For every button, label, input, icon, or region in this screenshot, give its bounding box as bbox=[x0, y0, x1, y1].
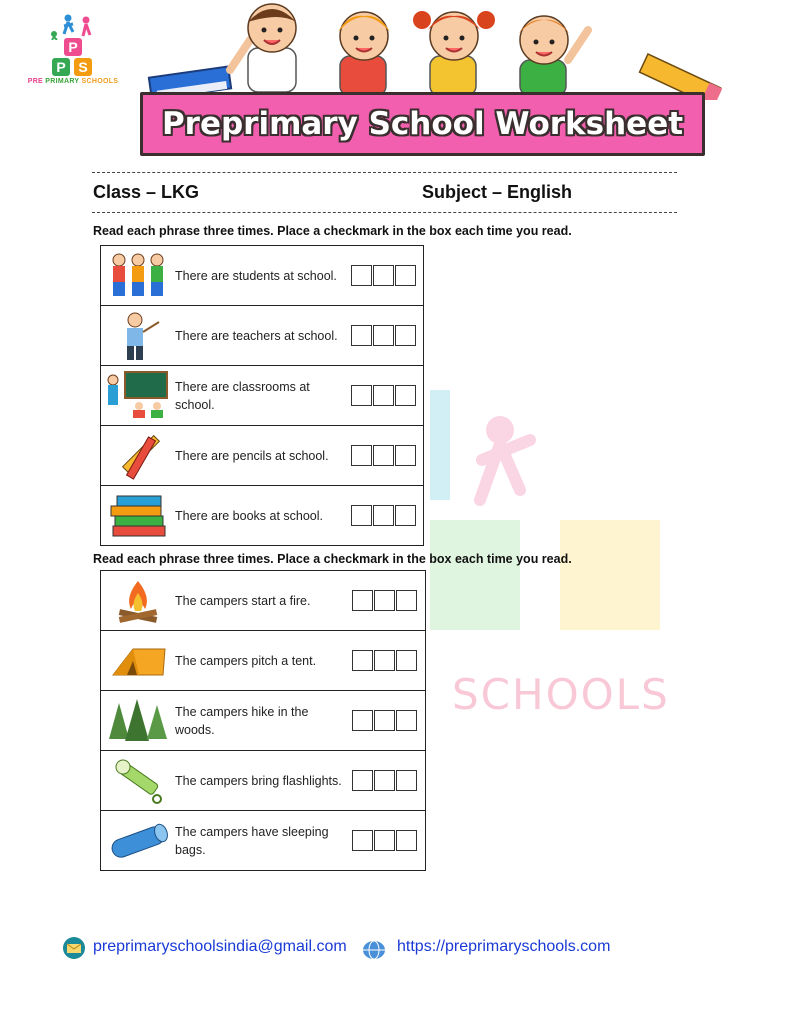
read-checkbox[interactable] bbox=[351, 385, 372, 406]
phrase-text: There are classrooms at school. bbox=[175, 380, 310, 412]
checkbox-group bbox=[352, 830, 418, 851]
read-checkbox[interactable] bbox=[351, 445, 372, 466]
table-row bbox=[101, 811, 425, 871]
tent-icon bbox=[105, 635, 171, 687]
checkbox-group bbox=[352, 650, 418, 671]
reading-table-school bbox=[100, 245, 424, 546]
table-row bbox=[101, 426, 423, 486]
read-checkbox[interactable] bbox=[395, 325, 416, 346]
table-row bbox=[101, 691, 425, 751]
divider-top bbox=[92, 172, 677, 173]
read-checkbox[interactable] bbox=[352, 770, 373, 791]
reading-table-campers bbox=[100, 570, 426, 871]
read-checkbox[interactable] bbox=[395, 265, 416, 286]
read-checkbox[interactable] bbox=[373, 325, 394, 346]
table-row bbox=[101, 751, 425, 811]
website-link[interactable]: https://preprimaryschools.com bbox=[397, 938, 611, 955]
banner-title: Preprimary School Worksheet bbox=[161, 106, 684, 142]
logo-letter-s: S bbox=[74, 58, 92, 76]
phrase-text: The campers bring flashlights. bbox=[175, 774, 342, 788]
subject-label: Subject – English bbox=[422, 182, 573, 202]
checkbox-group bbox=[351, 265, 417, 286]
checkbox-group bbox=[351, 325, 417, 346]
read-checkbox[interactable] bbox=[352, 830, 373, 851]
campfire-icon bbox=[105, 575, 171, 627]
pencils-icon bbox=[105, 430, 171, 482]
logo-kids-icon bbox=[46, 12, 106, 40]
instructions-school: Read each phrase three times. Place a checkmark in the box each time you read. bbox=[93, 224, 572, 238]
read-checkbox[interactable] bbox=[374, 770, 395, 791]
read-checkbox[interactable] bbox=[396, 710, 417, 731]
read-checkbox[interactable] bbox=[374, 650, 395, 671]
books-icon bbox=[105, 490, 171, 542]
phrase-text: There are pencils at school. bbox=[175, 449, 329, 463]
flashlight-icon bbox=[105, 755, 171, 807]
phrase-text: The campers have sleeping bags. bbox=[175, 825, 329, 857]
classroom-icon bbox=[105, 370, 171, 422]
checkbox-group bbox=[352, 770, 418, 791]
students-icon bbox=[105, 250, 171, 302]
logo-text: PRE PRIMARY SCHOOLS bbox=[27, 78, 119, 85]
watermark-logo-icon bbox=[420, 380, 720, 680]
table-row bbox=[101, 486, 423, 546]
school-logo bbox=[18, 12, 128, 92]
read-checkbox[interactable] bbox=[396, 770, 417, 791]
globe-icon bbox=[362, 940, 386, 960]
email-link[interactable]: preprimaryschoolsindia@gmail.com bbox=[93, 938, 347, 955]
table-row bbox=[101, 246, 423, 306]
logo-letter-p2: P bbox=[52, 58, 70, 76]
checkbox-group bbox=[351, 505, 417, 526]
checkbox-group bbox=[351, 445, 417, 466]
checkbox-group bbox=[351, 385, 417, 406]
phrase-text: The campers pitch a tent. bbox=[175, 654, 317, 668]
sleeping-bag-icon bbox=[105, 815, 171, 867]
read-checkbox[interactable] bbox=[395, 505, 416, 526]
table-row bbox=[101, 306, 423, 366]
phrase-text: The campers hike in the woods. bbox=[175, 705, 309, 737]
checkbox-group bbox=[352, 590, 418, 611]
read-checkbox[interactable] bbox=[351, 265, 372, 286]
phrase-text: There are teachers at school. bbox=[175, 329, 338, 343]
read-checkbox[interactable] bbox=[396, 650, 417, 671]
watermark-text: SCHOOLS bbox=[452, 670, 670, 719]
phrase-text: The campers start a fire. bbox=[175, 594, 311, 608]
class-label: Class – LKG bbox=[93, 182, 200, 202]
read-checkbox[interactable] bbox=[395, 445, 416, 466]
read-checkbox[interactable] bbox=[351, 505, 372, 526]
phrase-text: There are books at school. bbox=[175, 509, 323, 523]
teacher-icon bbox=[105, 310, 171, 362]
read-checkbox[interactable] bbox=[374, 590, 395, 611]
read-checkbox[interactable] bbox=[373, 265, 394, 286]
read-checkbox[interactable] bbox=[374, 830, 395, 851]
logo-letter-p1: P bbox=[64, 38, 82, 56]
instructions-campers: Read each phrase three times. Place a checkmark in the box each time you read. bbox=[93, 552, 572, 566]
read-checkbox[interactable] bbox=[396, 590, 417, 611]
divider-bottom bbox=[92, 212, 677, 213]
banner-kids-illustration bbox=[140, 0, 730, 100]
read-checkbox[interactable] bbox=[373, 385, 394, 406]
worksheet-banner bbox=[140, 0, 730, 160]
read-checkbox[interactable] bbox=[352, 710, 373, 731]
table-row bbox=[101, 571, 425, 631]
email-icon bbox=[62, 936, 86, 960]
read-checkbox[interactable] bbox=[351, 325, 372, 346]
table-row bbox=[101, 366, 423, 426]
phrase-text: There are students at school. bbox=[175, 269, 337, 283]
read-checkbox[interactable] bbox=[395, 385, 416, 406]
checkbox-group bbox=[352, 710, 418, 731]
read-checkbox[interactable] bbox=[352, 650, 373, 671]
read-checkbox[interactable] bbox=[352, 590, 373, 611]
read-checkbox[interactable] bbox=[396, 830, 417, 851]
read-checkbox[interactable] bbox=[374, 710, 395, 731]
trees-icon bbox=[105, 695, 171, 747]
read-checkbox[interactable] bbox=[373, 505, 394, 526]
table-row bbox=[101, 631, 425, 691]
read-checkbox[interactable] bbox=[373, 445, 394, 466]
